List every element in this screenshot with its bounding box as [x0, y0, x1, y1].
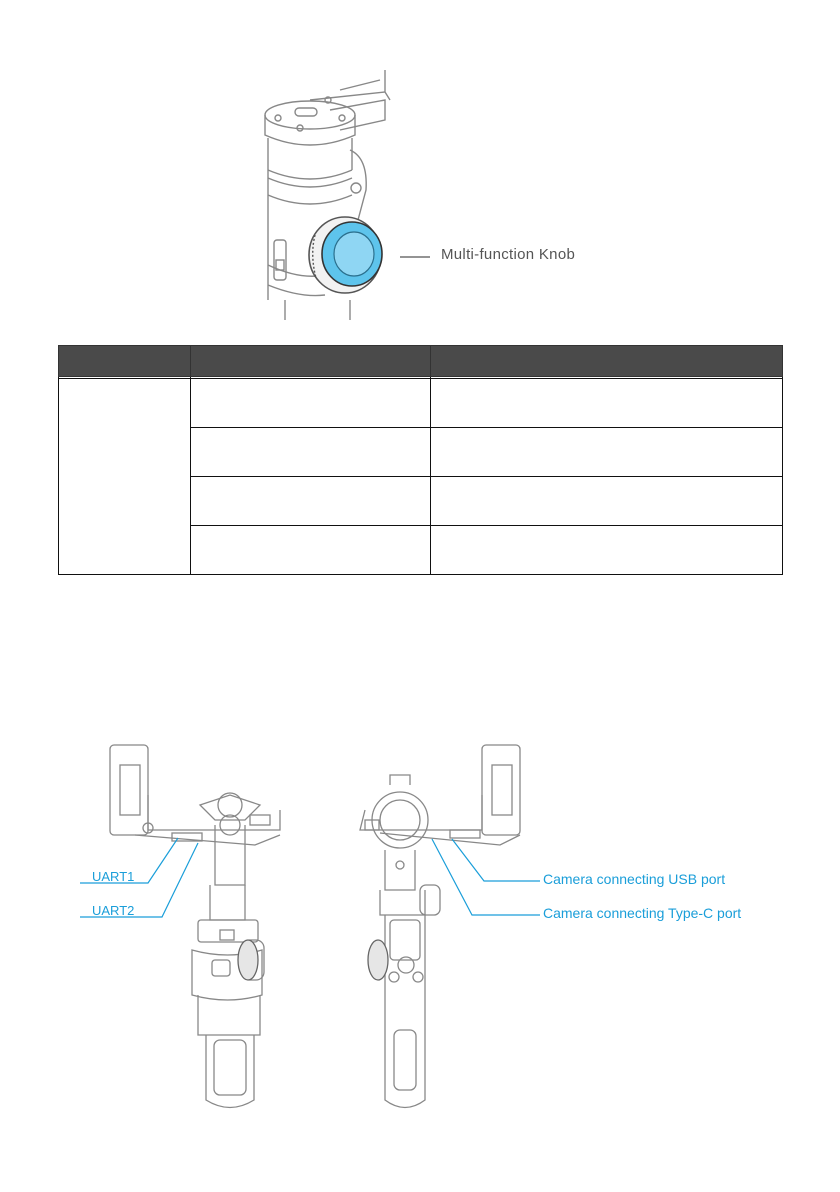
gimbal-ports-illustration [80, 735, 800, 1125]
table-cell [191, 526, 431, 575]
table-cell [431, 428, 783, 477]
multifunction-knob-label: Multi-function Knob [441, 246, 576, 263]
usb-port-label: Camera connecting USB port [543, 871, 726, 887]
table-cell [431, 477, 783, 526]
table-group-cell [59, 379, 191, 575]
gimbal-closeup-drawing [240, 70, 640, 320]
knob-function-table [58, 345, 783, 575]
uart2-label: UART2 [92, 903, 135, 918]
table-cell [191, 477, 431, 526]
table-cell [191, 379, 431, 428]
table-header-cell [191, 346, 431, 377]
gimbal-ports-drawing [80, 735, 800, 1125]
typec-port-label: Camera connecting Type-C port [543, 905, 742, 921]
table-header-cell [59, 346, 191, 377]
table-header-row [59, 346, 783, 377]
table-row [59, 379, 783, 428]
multifunction-knob-illustration [240, 70, 640, 320]
table-cell [431, 379, 783, 428]
table-cell [431, 526, 783, 575]
uart1-label: UART1 [92, 869, 135, 884]
table-header-cell [431, 346, 783, 377]
table-cell [191, 428, 431, 477]
